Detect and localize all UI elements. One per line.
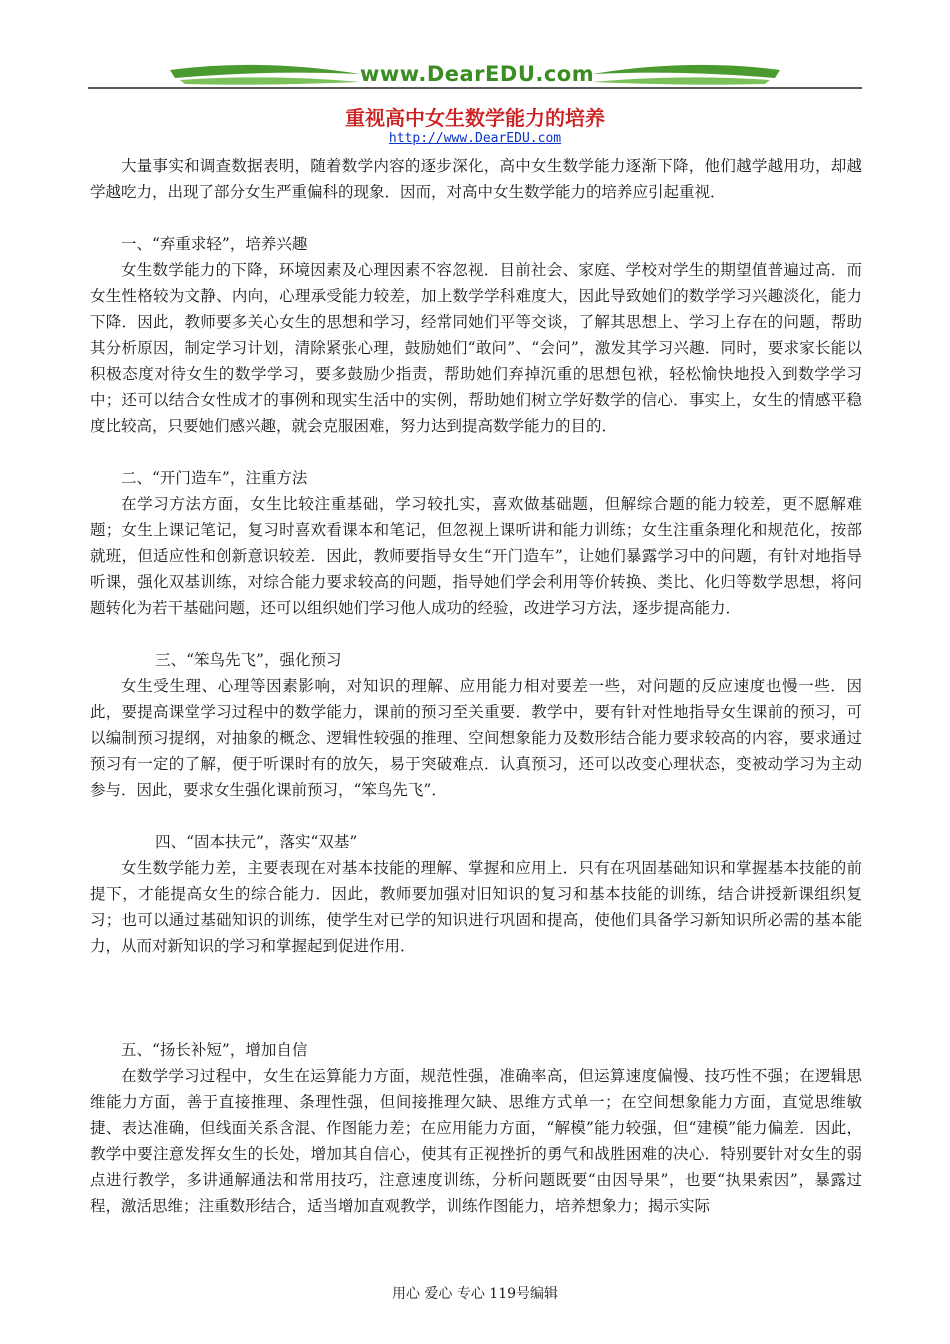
site-logo-text[interactable]: www.DearEDU.com (360, 62, 595, 86)
page-footer: 用心 爱心 专心 119号编辑 (391, 1286, 559, 1302)
site-header (0, 0, 950, 100)
section-heading-4: 四、“固本扶元”，落实“双基” (155, 833, 358, 851)
section-text-2: 在学习方法方面，女生比较注重基础，学习较扎实，喜欢做基础题，但解综合题的能力较差，更不愿解难题；女生上课记笔记，复习时喜欢看课本和笔记，但忽视上课听讲和能力训练；女生注重条理化和规范化，按部就班，但适应性和创新意识较差．因此，教师要指导女生“开门造车”，让她们暴露学习中的问题，有针对地指导听课，强化双基训练，对综合能力要求较高的问题，指导她们学会利用等价转换、类比、化归等数学思想，将问题转化为若干基础问题，还可以组织她们学习他人成功的经验，改进学习方法，逐步提高能力． (90, 495, 862, 617)
intro-paragraph: 大量事实和调查数据表明，随着数学内容的逐步深化，高中女生数学能力逐渐下降，他们越学越用功，却越学越吃力，出现了部分女生严重偏科的现象．因而，对高中女生数学能力的培养应引起重视． (90, 157, 862, 201)
section-heading-1: 一、“弃重求轻”，培养兴趣 (121, 235, 308, 253)
section-heading-3: 三、“笨鸟先飞”，强化预习 (155, 651, 342, 669)
section-text-4: 女生数学能力差，主要表现在对基本技能的理解、掌握和应用上．只有在巩固基础知识和掌握基本技能的前提下，才能提高女生的综合能力．因此，教师要加强对旧知识的复习和基本技能的训练，结合讲授新课组织复习；也可以通过基础知识的训练，使学生对已学的知识进行巩固和提高，使他们具备学习新知识所必需的基本能力，从而对新知识的学习和掌握起到促进作用． (90, 859, 862, 955)
right-swoosh (592, 65, 780, 78)
section-heading-5: 五、“扬长补短”，增加自信 (121, 1041, 308, 1059)
source-link[interactable]: http://www.DearEDU.com (388, 131, 562, 146)
section-text-5: 在数学学习过程中，女生在运算能力方面，规范性强，准确率高，但运算速度偏慢、技巧性不强；在逻辑思维能力方面，善于直接推理、条理性强，但间接推理欠缺、思维方式单一；在空间想象能力方面，直觉思维敏捷、表达准确，但线面关系含混、作图能力差；在应用能力方面，“解模”能力较强，但“建模”能力偏差．因此，教学中要注意发挥女生的长处，增加其自信心，使其有正视挫折的勇气和战胜困难的决心．特别要针对女生的弱点进行教学，多讲通解通法和常用技巧，注意速度训练，分析问题既要“由因导果”，也要“执果索因”，暴露过程，激活思维；注重数形结合，适当增加直观教学，训练作图能力，培养想象力；揭示实际 (90, 1067, 862, 1215)
left-swoosh-light (180, 77, 360, 84)
left-swoosh (170, 65, 360, 78)
document-title: 重视高中女生数学能力的培养 (345, 106, 605, 130)
section-heading-2: 二、“开门造车”，注重方法 (121, 469, 308, 487)
section-text-1: 女生数学能力的下降，环境因素及心理因素不容忽视．目前社会、家庭、学校对学生的期望值普遍过高．而女生性格较为文静、内向，心理承受能力较差，加上数学学科难度大，因此导致她们的数学学习兴趣淡化，能力下降．因此，教师要多关心女生的思想和学习，经常同她们平等交谈，了解其思想上、学习上存在的问题，帮助其分析原因，制定学习计划，清除紧张心理，鼓励她们“敢问”、“会问”，激发其学习兴趣．同时，要求家长能以积极态度对待女生的数学学习，要多鼓励少指责，帮助她们弃掉沉重的思想包袱，轻松愉快地投入到数学学习中；还可以结合女性成才的事例和现实生活中的实例，帮助她们树立学好数学的信心．事实上，女生的情感平稳度比较高，只要她们感兴趣，就会克服困难，努力达到提高数学能力的目的． (90, 261, 862, 435)
section-text-3: 女生受生理、心理等因素影响，对知识的理解、应用能力相对要差一些，对问题的反应速度也慢一些．因此，要提高课堂学习过程中的数学能力，课前的预习至关重要．教学中，要有针对性地指导女生课前的预习，可以编制预习提纲，对抽象的概念、逻辑性较强的推理、空间想象能力及数形结合能力要求较高的内容，要求通过预习有一定的了解，便于听课时有的放矢，易于突破难点．认真预习，还可以改变心理状态，变被动学习为主动参与．因此，要求女生强化课前预习，“笨鸟先飞”． (90, 677, 862, 799)
article-body (90, 153, 862, 1219)
right-swoosh-light (592, 77, 770, 84)
